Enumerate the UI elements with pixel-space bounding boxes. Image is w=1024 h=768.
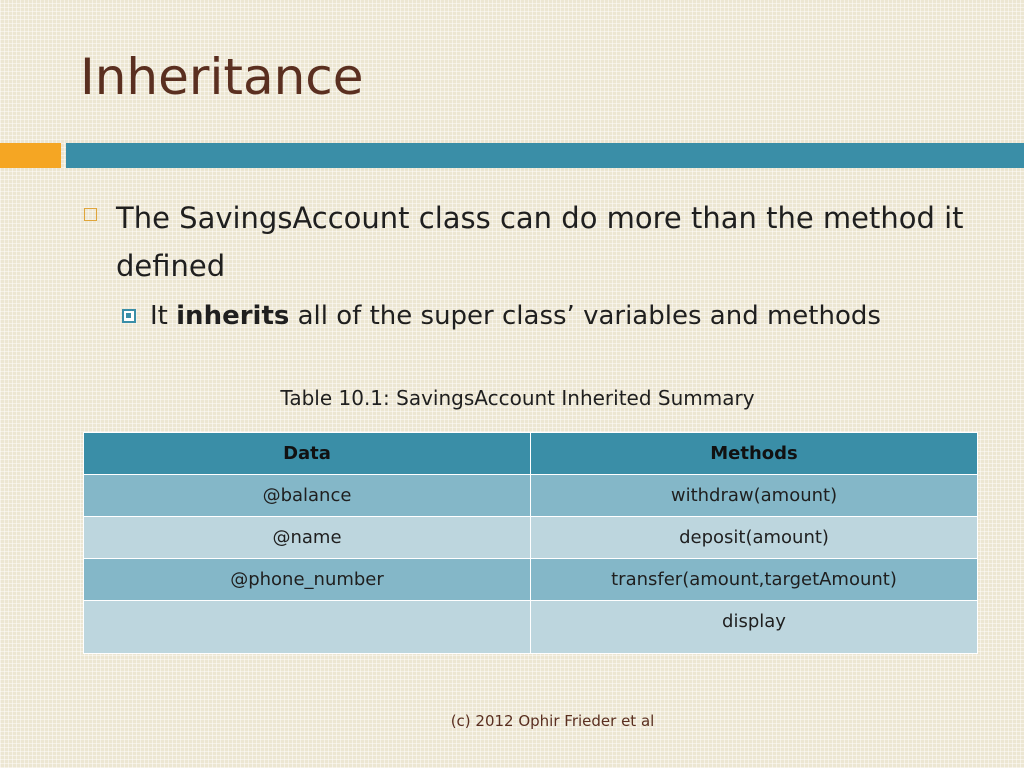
footer-copyright: (c) 2012 Ophir Frieder et al bbox=[450, 712, 655, 730]
bullet-2-suffix: all of the super class’ variables and methods bbox=[297, 301, 881, 331]
table-cell-data: @phone_number bbox=[84, 559, 531, 601]
table-row bbox=[84, 475, 978, 517]
header-methods: Methods bbox=[531, 433, 978, 475]
table-caption: Table 10.1: SavingsAccount Inherited Summary bbox=[280, 386, 755, 410]
inherited-summary-table bbox=[83, 432, 978, 654]
bullet-2-text bbox=[150, 298, 881, 334]
bullet-level-2 bbox=[122, 298, 1002, 334]
table-cell-method: withdraw(amount) bbox=[531, 475, 978, 517]
bullet-level-1 bbox=[84, 194, 964, 290]
accent-bar bbox=[0, 143, 61, 168]
table-row bbox=[84, 601, 978, 654]
bullet-2-prefix: It bbox=[150, 301, 168, 331]
slide-title: Inheritance bbox=[80, 48, 364, 106]
title-rule-bar bbox=[66, 143, 1024, 168]
header-data: Data bbox=[84, 433, 531, 475]
table-cell-data: @balance bbox=[84, 475, 531, 517]
hollow-square-bullet-icon bbox=[84, 208, 97, 221]
table-cell-method: deposit(amount) bbox=[531, 517, 978, 559]
table-cell-data bbox=[84, 601, 531, 654]
table-cell-method: display bbox=[531, 601, 978, 654]
table-header-row bbox=[84, 433, 978, 475]
table-row bbox=[84, 517, 978, 559]
table-cell-data: @name bbox=[84, 517, 531, 559]
table-cell-method: transfer(amount,targetAmount) bbox=[531, 559, 978, 601]
bullet-1-text: The SavingsAccount class can do more than the method it defined bbox=[116, 201, 964, 283]
table-row bbox=[84, 559, 978, 601]
filled-square-bullet-icon bbox=[122, 309, 136, 323]
bullet-2-emphasis: inherits bbox=[176, 301, 290, 331]
